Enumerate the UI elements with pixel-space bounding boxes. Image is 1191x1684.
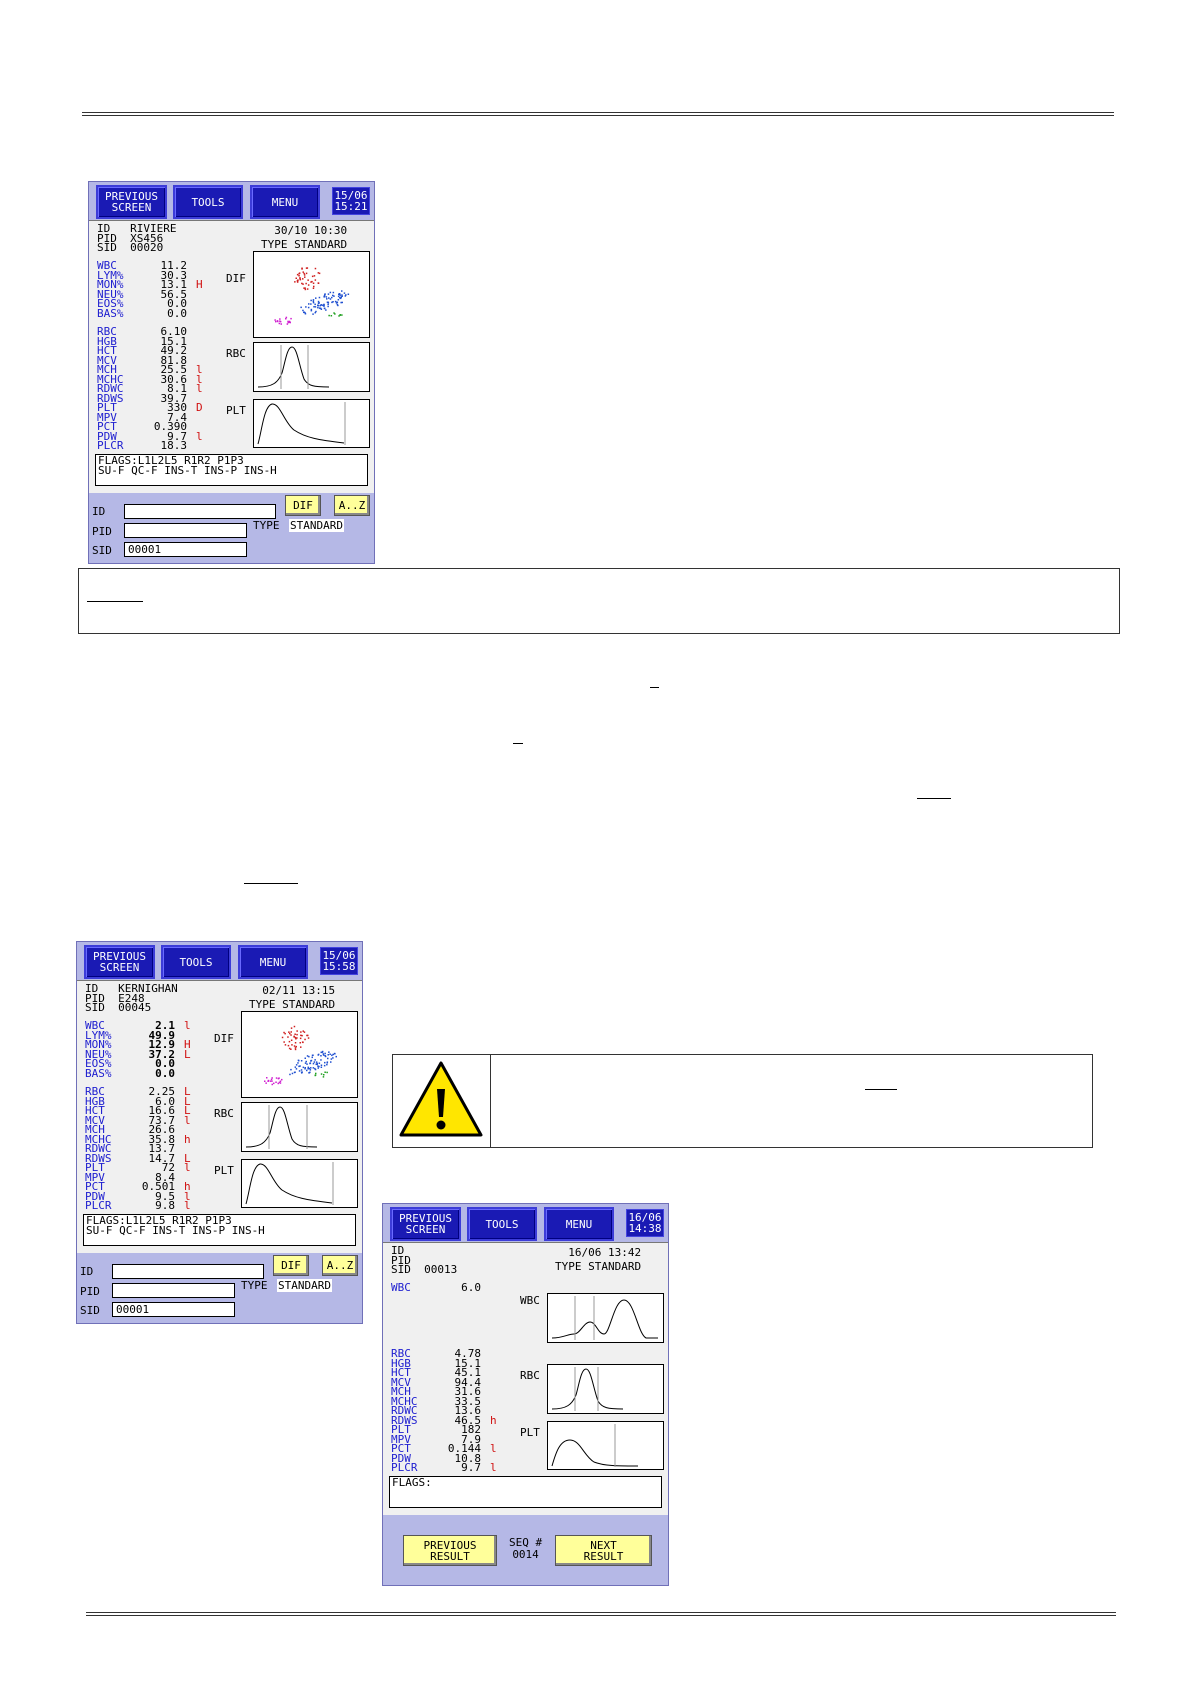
plt-plot-label: PLT — [214, 1164, 234, 1177]
footer-rule — [86, 1612, 1116, 1616]
wbc-param-values: 6.0 — [461, 1281, 481, 1294]
flags-box: FLAGS:L1L2L5 R1R2 P1P3 SU-F QC-F INS-T INS-P INS-H — [95, 454, 368, 486]
type-label: TYPE — [241, 1279, 268, 1292]
rbc-histogram — [253, 342, 370, 392]
sid-label: SID — [92, 544, 112, 557]
previous-screen-button[interactable]: PREVIOUS SCREEN — [84, 945, 155, 979]
warning-box — [392, 1054, 1093, 1148]
wbc-param-flags: l H L — [184, 1019, 191, 1061]
wbc-plot-label: WBC — [520, 1294, 540, 1307]
menu-button[interactable]: MENU — [250, 185, 320, 219]
date-time-display: 15/06 15:21 — [332, 187, 370, 215]
rbc-plt-param-flags: L L L l h L l h l l — [184, 1085, 191, 1212]
wbc-param-flags: H — [196, 278, 203, 291]
wbc-param-values: 2.1 49.9 12.9 37.2 0.0 0.0 — [148, 1019, 175, 1080]
menu-button[interactable]: MENU — [238, 945, 308, 979]
plt-plot-label: PLT — [226, 404, 246, 417]
dif-scatter-plot — [253, 251, 370, 338]
reference-link-3[interactable] — [917, 798, 951, 799]
sid-label: SID — [80, 1304, 100, 1317]
wbc-histogram — [547, 1293, 664, 1343]
rbc-plt-param-names: RBC HGB HCT MCV MCH MCHC RDWC RDWS PLT MPV PCT PDW PLCR — [97, 325, 124, 452]
navigation-panel — [383, 1515, 668, 1585]
previous-screen-button[interactable]: PREVIOUS SCREEN — [96, 185, 167, 219]
note-box — [78, 568, 1120, 634]
entry-panel — [89, 493, 374, 563]
rbc-histogram — [241, 1102, 358, 1152]
rbc-plt-param-flags: l l l D l — [196, 363, 203, 443]
id-input[interactable] — [124, 504, 276, 519]
patient-ids: ID PID SID 00013 — [391, 1244, 458, 1276]
run-date-type: 02/11 13:15 TYPE STANDARD — [249, 984, 336, 1011]
rbc-plot-label: RBC — [520, 1369, 540, 1382]
rbc-plt-param-flags: h l l — [490, 1413, 497, 1474]
rbc-plot-label: RBC — [214, 1107, 234, 1120]
wbc-param-names: WBC — [391, 1281, 411, 1294]
dif-button[interactable]: DIF — [273, 1255, 309, 1276]
screen-toolbar — [89, 182, 374, 220]
alpha-keyboard-button[interactable]: A..Z — [322, 1255, 358, 1276]
tools-button[interactable]: TOOLS — [173, 185, 243, 219]
dif-button[interactable]: DIF — [285, 495, 321, 516]
sid-input[interactable]: 00001 — [112, 1302, 235, 1317]
date-time-display: 16/06 14:38 — [626, 1209, 664, 1237]
id-label: ID — [92, 505, 106, 518]
tools-button[interactable]: TOOLS — [467, 1207, 537, 1241]
dif-plot-label: DIF — [226, 272, 246, 285]
type-label: TYPE — [253, 519, 280, 532]
note-title-underline — [87, 601, 143, 602]
rbc-plt-param-names: RBC HGB HCT MCV MCH MCHC RDWC RDWS PLT MPV PCT PDW PLCR — [85, 1085, 112, 1212]
rbc-plt-param-values: 4.78 15.1 45.1 94.4 31.6 33.5 13.6 46.5 182 7.9 0.144 10.8 9.7 — [447, 1347, 481, 1474]
flags-box: FLAGS: — [389, 1476, 662, 1508]
flags-box: FLAGS:L1L2L5 R1R2 P1P3 SU-F QC-F INS-T INS-P INS-H — [83, 1214, 356, 1246]
wbc-param-names: WBC LYM% MON% NEU% EOS% BAS% — [97, 259, 124, 320]
rbc-histogram — [547, 1364, 664, 1414]
reference-link-2[interactable] — [513, 743, 523, 744]
type-value: STANDARD — [290, 519, 343, 532]
date-time-display: 15/06 15:58 — [320, 947, 358, 975]
analyzer-screen-2 — [76, 941, 363, 1324]
type-value: STANDARD — [278, 1279, 331, 1292]
id-label: ID — [80, 1265, 94, 1278]
previous-screen-button[interactable]: PREVIOUS SCREEN — [390, 1207, 461, 1241]
screen-toolbar — [77, 942, 362, 980]
plt-histogram — [253, 399, 370, 448]
reference-link-4[interactable] — [244, 883, 298, 884]
tools-button[interactable]: TOOLS — [161, 945, 231, 979]
warning-icon-cell — [393, 1055, 491, 1147]
plt-histogram — [547, 1421, 664, 1470]
rbc-plt-param-names: RBC HGB HCT MCV MCH MCHC RDWC RDWS PLT MPV PCT PDW PLCR — [391, 1347, 418, 1474]
dif-scatter-plot — [241, 1011, 358, 1098]
next-result-button[interactable]: NEXT RESULT — [555, 1535, 652, 1566]
analyzer-screen-1 — [88, 181, 375, 564]
sequence-number: SEQ # 0014 — [509, 1536, 543, 1561]
wbc-param-names: WBC LYM% MON% NEU% EOS% BAS% — [85, 1019, 112, 1080]
reference-link-1[interactable] — [650, 687, 659, 688]
pid-input[interactable] — [112, 1283, 235, 1298]
screen-toolbar — [383, 1204, 668, 1242]
patient-ids: ID RIVIERE PID XS456 SID 00020 — [97, 222, 177, 254]
pid-input[interactable] — [124, 523, 247, 538]
dif-plot-label: DIF — [214, 1032, 234, 1045]
id-input[interactable] — [112, 1264, 264, 1279]
sid-input[interactable]: 00001 — [124, 542, 247, 557]
results-panel — [383, 1242, 668, 1516]
run-date-type: 30/10 10:30 TYPE STANDARD — [261, 224, 348, 251]
menu-button[interactable]: MENU — [544, 1207, 614, 1241]
pid-label: PID — [80, 1285, 100, 1298]
rbc-plot-label: RBC — [226, 347, 246, 360]
rbc-plt-param-values: 2.25 6.0 16.6 73.7 26.6 35.8 13.7 14.7 72 8.4 0.501 9.5 9.8 — [141, 1085, 175, 1212]
plt-histogram — [241, 1159, 358, 1208]
analyzer-screen-3 — [382, 1203, 669, 1586]
wbc-param-values: 11.2 30.3 13.1 56.5 0.0 0.0 — [160, 259, 187, 320]
results-panel — [89, 220, 374, 494]
alpha-keyboard-button[interactable]: A..Z — [334, 495, 370, 516]
entry-panel — [77, 1253, 362, 1323]
pid-label: PID — [92, 525, 112, 538]
run-date-type: 16/06 13:42 TYPE STANDARD — [555, 1246, 642, 1273]
warning-reference-link[interactable] — [865, 1089, 897, 1090]
warning-icon — [393, 1055, 490, 1147]
previous-result-button[interactable]: PREVIOUS RESULT — [403, 1535, 497, 1566]
patient-ids: ID KERNIGHAN PID E248 SID 00045 — [85, 982, 178, 1014]
results-panel — [77, 980, 362, 1254]
rbc-plt-param-values: 6.10 15.1 49.2 81.8 25.5 30.6 8.1 39.7 330 7.4 0.390 9.7 18.3 — [153, 325, 187, 452]
header-rule — [82, 112, 1114, 116]
plt-plot-label: PLT — [520, 1426, 540, 1439]
